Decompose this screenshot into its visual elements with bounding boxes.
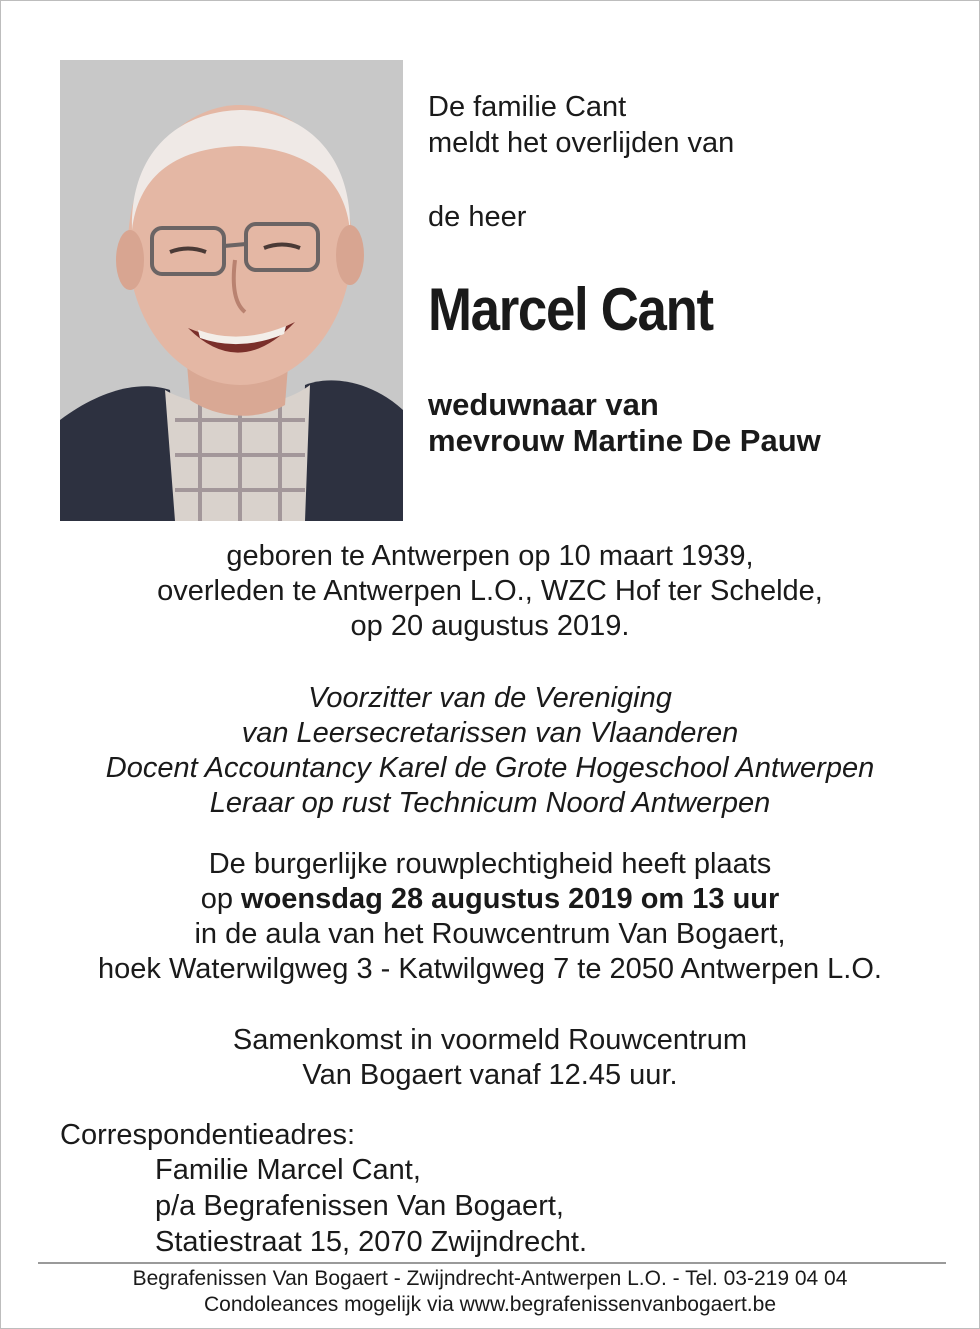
correspondence-line: p/a Begrafenissen Van Bogaert, [155,1190,564,1222]
title-line: Leraar op rust Technicum Noord Antwerpen [209,787,771,819]
correspondence-label: Correspondentieadres: [60,1119,356,1151]
correspondence-line: Statiestraat 15, 2070 Zwijndrecht. [155,1226,588,1258]
title-line: Docent Accountancy Karel de Grote Hogeschool Antwerpen [105,752,875,784]
correspondence-address [155,1152,587,1260]
death-place-line: overleden te Antwerpen L.O., WZC Hof ter Schelde, [157,575,823,607]
footer [1,1266,979,1318]
birth-line: geboren te Antwerpen op 10 maart 1939, [226,540,754,572]
spouse-line: weduwnaar van [428,387,659,422]
title-line: van Leersecretarissen van Vlaanderen [241,717,739,749]
spouse-text [428,387,821,459]
death-date-line: op 20 augustus 2019. [350,610,630,642]
spouse-line: mevrouw Martine De Pauw [428,423,821,458]
gathering-line: Samenkomst in voormeld Rouwcentrum [232,1024,748,1056]
ceremony-line: in de aula van het Rouwcentrum Van Bogaert, [194,918,786,950]
footer-contact: Begrafenissen Van Bogaert - Zwijndrecht-Antwerpen L.O. - Tel. 03-219 04 04 [132,1267,848,1290]
gathering-line: Van Bogaert vanaf 12.45 uur. [302,1059,678,1091]
footer-website: Condoleances mogelijk via www.begrafenissenvanbogaert.be [203,1293,776,1316]
portrait-photo [60,60,403,521]
ceremony-date-line [1,882,979,917]
ceremony-date-prefix: op [200,883,242,915]
footer-divider [38,1262,946,1264]
intro-line: De familie Cant [428,91,627,123]
ceremony-date: woensdag 28 augustus 2019 om 13 uur [241,883,780,915]
ceremony-line: De burgerlijke rouwplechtigheid heeft plaats [208,848,772,880]
correspondence-line: Familie Marcel Cant, [155,1154,421,1186]
title-prefix: de heer [428,201,527,233]
intro-line: meldt het overlijden van [428,127,735,159]
ceremony-block [1,847,979,987]
title-line: Voorzitter van de Vereniging [308,682,672,714]
deceased-name: Marcel Cant [428,276,713,343]
titles-block [1,681,979,821]
gathering-block [1,1023,979,1093]
intro-text [428,89,734,161]
ceremony-address: hoek Waterwilgweg 3 - Katwilgweg 7 te 2050 Antwerpen L.O. [98,953,882,985]
dates-block [1,539,979,644]
